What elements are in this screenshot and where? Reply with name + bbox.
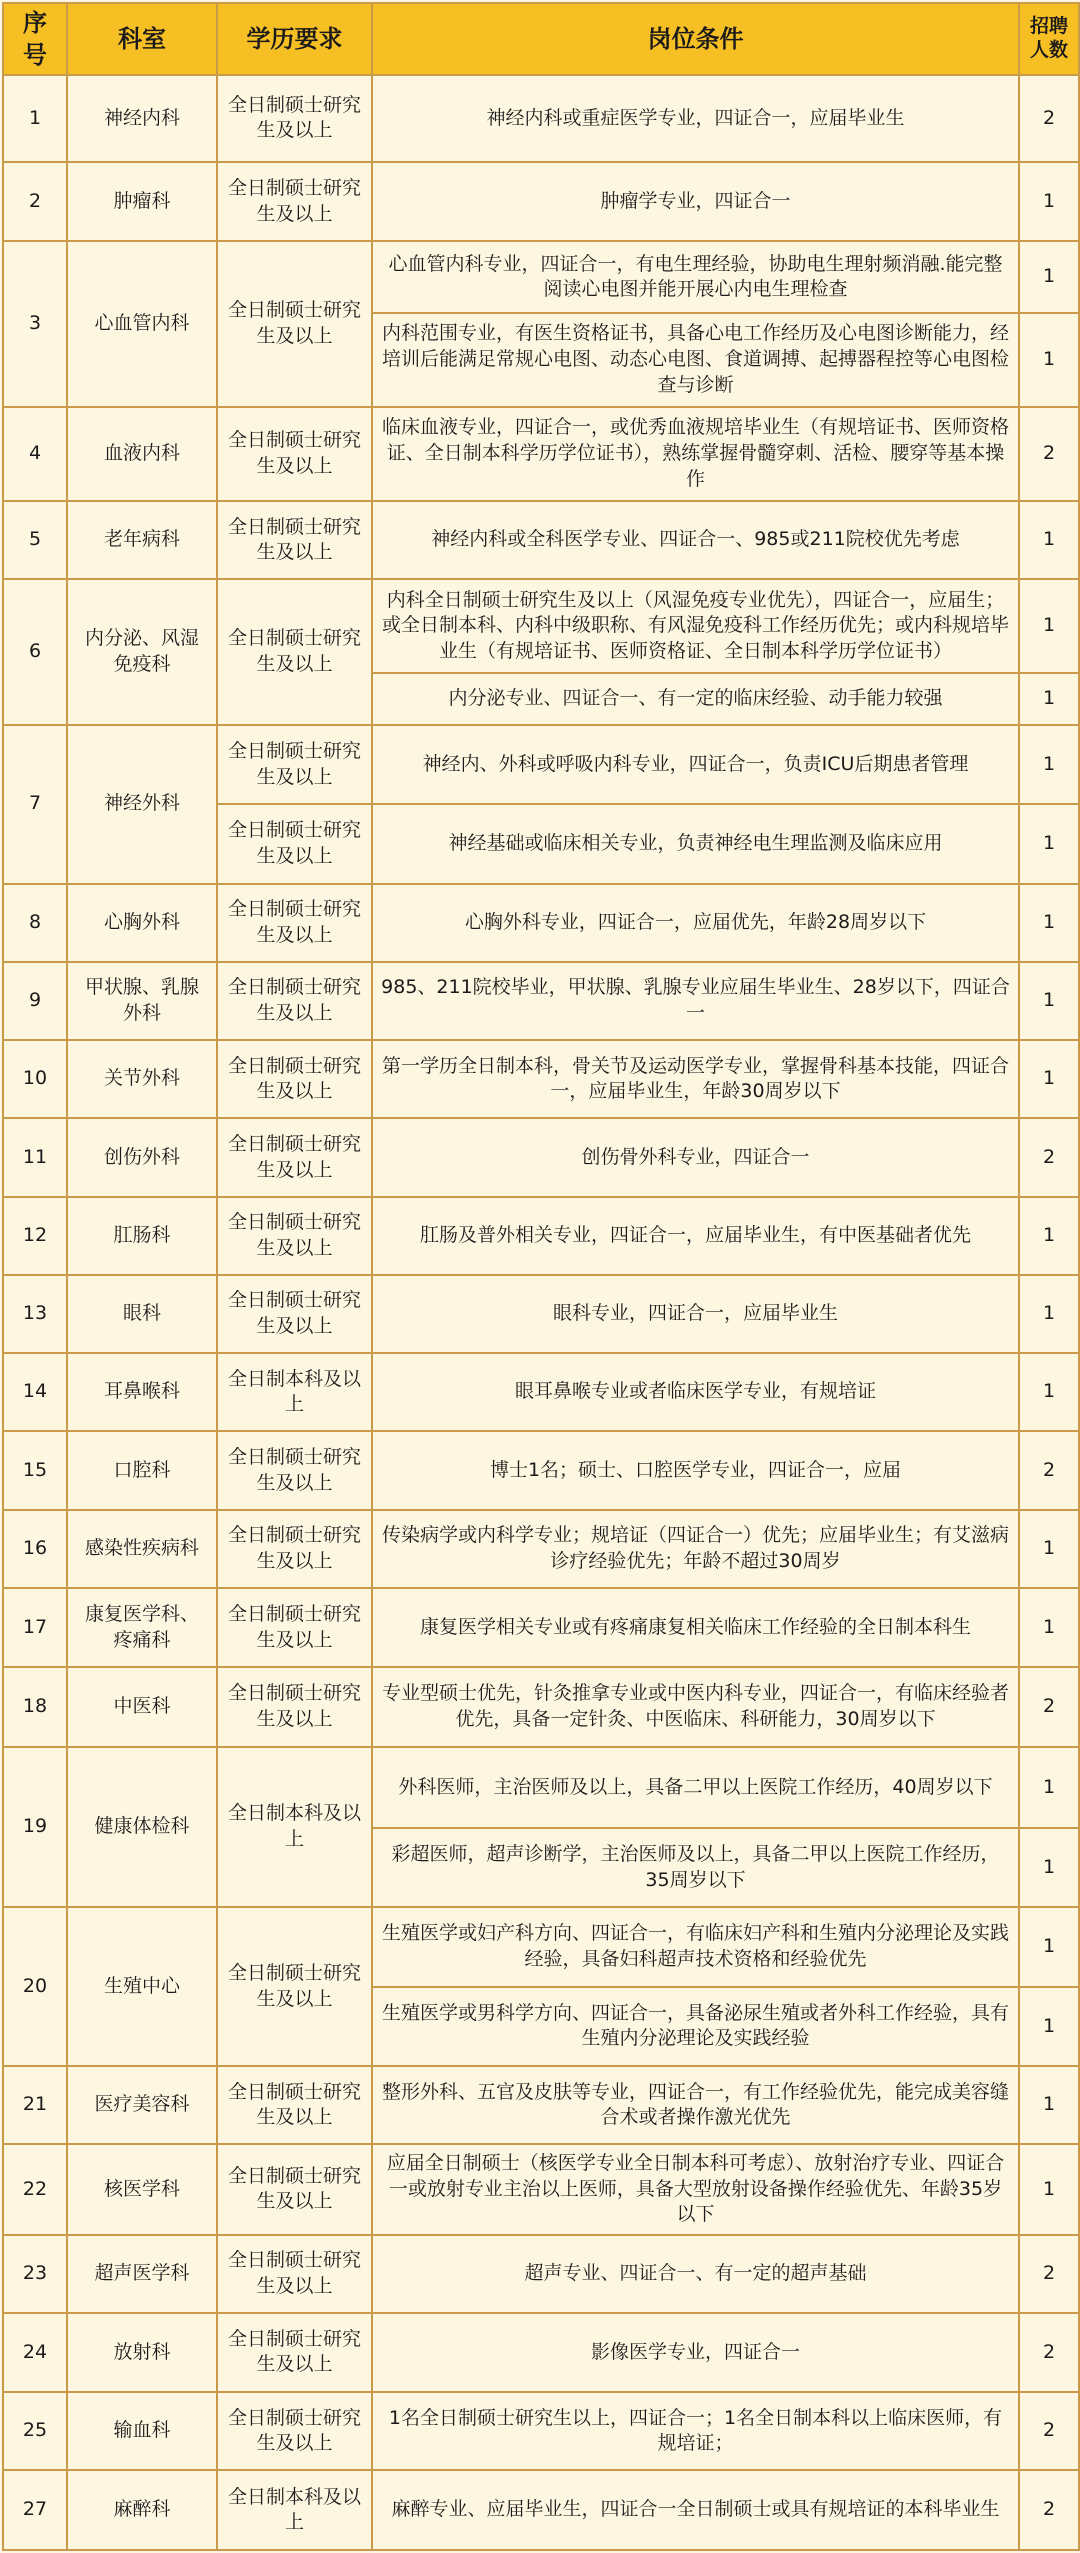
position-conditions: 眼耳鼻喉专业或者临床医学专业，有规培证 [372,1353,1019,1431]
education-requirement: 全日制硕士研究生及以上 [217,1667,372,1746]
position-conditions: 应届全日制硕士（核医学专业全日制本科可考虑）、放射治疗专业、四证合一或放射专业主治以上医师，具备大型放射设备操作经验优先、年龄35岁以下 [372,2144,1019,2234]
row-number: 8 [3,884,67,962]
hiring-count: 1 [1019,884,1079,962]
row-number: 14 [3,1353,67,1431]
hiring-count: 2 [1019,407,1079,502]
row-number: 12 [3,1197,67,1275]
department-name: 耳鼻喉科 [67,1353,217,1431]
row-number: 6 [3,579,67,725]
header-conditions: 岗位条件 [372,3,1019,75]
hiring-count: 1 [1019,1275,1079,1353]
table-row [3,75,1079,162]
education-requirement: 全日制硕士研究生及以上 [217,1510,372,1588]
row-number: 13 [3,1275,67,1353]
education-requirement: 全日制硕士研究生及以上 [217,1040,372,1118]
education-requirement: 全日制硕士研究生及以上 [217,1275,372,1353]
education-requirement: 全日制硕士研究生及以上 [217,1197,372,1275]
hiring-count: 1 [1019,162,1079,241]
table-row [3,2313,1079,2392]
row-number: 27 [3,2470,67,2550]
education-requirement: 全日制硕士研究生及以上 [217,2066,372,2144]
row-number: 22 [3,2144,67,2234]
row-number: 11 [3,1118,67,1196]
row-number: 20 [3,1907,67,2066]
position-conditions: 心胸外科专业，四证合一，应届优先，年龄28周岁以下 [372,884,1019,962]
education-requirement: 全日制本科及以上 [217,1353,372,1431]
table-row [3,1588,1079,1667]
table-row [3,725,1079,804]
position-conditions: 神经内科或全科医学专业、四证合一、985或211院校优先考虑 [372,501,1019,579]
position-conditions: 外科医师，主治医师及以上，具备二甲以上医院工作经历，40周岁以下 [372,1747,1019,1829]
education-requirement: 全日制本科及以上 [217,1747,372,1908]
hiring-count: 2 [1019,1118,1079,1196]
department-name: 肿瘤科 [67,162,217,241]
row-number: 9 [3,962,67,1040]
position-conditions: 心血管内科专业，四证合一，有电生理经验，协助电生理射频消融.能完整阅读心电图并能开展心内电生理检查 [372,241,1019,313]
department-name: 甲状腺、乳腺外科 [67,962,217,1040]
department-name: 康复医学科、疼痛科 [67,1588,217,1667]
hiring-count: 1 [1019,1353,1079,1431]
position-conditions: 神经内科或重症医学专业，四证合一，应届毕业生 [372,75,1019,162]
hiring-count: 1 [1019,804,1079,883]
table-row [3,407,1079,502]
hiring-count: 1 [1019,1040,1079,1118]
department-name: 老年病科 [67,501,217,579]
table-row [3,1275,1079,1353]
hiring-count: 1 [1019,2066,1079,2144]
table-row [3,1040,1079,1118]
education-requirement: 全日制硕士研究生及以上 [217,1118,372,1196]
education-requirement: 全日制硕士研究生及以上 [217,407,372,502]
row-number: 1 [3,75,67,162]
position-conditions: 超声专业、四证合一、有一定的超声基础 [372,2235,1019,2313]
education-requirement: 全日制硕士研究生及以上 [217,962,372,1040]
education-requirement: 全日制硕士研究生及以上 [217,1588,372,1667]
position-conditions: 彩超医师，超声诊断学，主治医师及以上，具备二甲以上医院工作经历，35周岁以下 [372,1828,1019,1907]
row-number: 18 [3,1667,67,1746]
department-name: 医疗美容科 [67,2066,217,2144]
hiring-count: 2 [1019,75,1079,162]
education-requirement: 全日制硕士研究生及以上 [217,804,372,883]
hiring-count: 1 [1019,2144,1079,2234]
department-name: 创伤外科 [67,1118,217,1196]
table-row [3,579,1079,672]
department-name: 核医学科 [67,2144,217,2234]
header-count: 招聘人数 [1019,3,1079,75]
position-conditions: 第一学历全日制本科，骨关节及运动医学专业，掌握骨科基本技能，四证合一，应届毕业生，年龄30周岁以下 [372,1040,1019,1118]
position-conditions: 影像医学专业，四证合一 [372,2313,1019,2392]
department-name: 麻醉科 [67,2470,217,2550]
department-name: 眼科 [67,1275,217,1353]
position-conditions: 内科范围专业，有医生资格证书，具备心电工作经历及心电图诊断能力，经培训后能满足常规心电图、动态心电图、食道调搏、起搏器程控等心电图检查与诊断 [372,313,1019,406]
hiring-count: 1 [1019,1197,1079,1275]
hiring-count: 2 [1019,2470,1079,2550]
department-name: 关节外科 [67,1040,217,1118]
table-row [3,2066,1079,2144]
table-row [3,884,1079,962]
position-conditions: 临床血液专业，四证合一，或优秀血液规培毕业生（有规培证书、医师资格证、全日制本科学历学位证书），熟练掌握骨髓穿刺、活检、腰穿等基本操作 [372,407,1019,502]
header-education: 学历要求 [217,3,372,75]
hiring-count: 1 [1019,1828,1079,1907]
department-name: 感染性疾病科 [67,1510,217,1588]
department-name: 神经外科 [67,725,217,884]
table-row [3,1510,1079,1588]
department-name: 心血管内科 [67,241,217,406]
table-row [3,2392,1079,2470]
table-row [3,1431,1079,1509]
position-conditions: 神经基础或临床相关专业，负责神经电生理监测及临床应用 [372,804,1019,883]
table-row [3,501,1079,579]
education-requirement: 全日制硕士研究生及以上 [217,501,372,579]
position-conditions: 内科全日制硕士研究生及以上（风湿免疫专业优先），四证合一，应届生；或全日制本科、内科中级职称、有风湿免疫科工作经历优先；或内科规培毕业生（有规培证书、医师资格证、全日制本科学历学位证书） [372,579,1019,672]
department-name: 内分泌、风湿免疫科 [67,579,217,725]
row-number: 17 [3,1588,67,1667]
table-row [3,962,1079,1040]
education-requirement: 全日制本科及以上 [217,2470,372,2550]
table-row [3,1667,1079,1746]
row-number: 16 [3,1510,67,1588]
row-number: 15 [3,1431,67,1509]
education-requirement: 全日制硕士研究生及以上 [217,725,372,804]
table-row [3,2470,1079,2550]
table-body [3,75,1079,2550]
row-number: 4 [3,407,67,502]
row-number: 5 [3,501,67,579]
department-name: 口腔科 [67,1431,217,1509]
position-conditions: 神经内、外科或呼吸内科专业，四证合一，负责ICU后期患者管理 [372,725,1019,804]
table-row [3,1747,1079,1829]
table-row [3,1907,1079,1986]
education-requirement: 全日制硕士研究生及以上 [217,2313,372,2392]
education-requirement: 全日制硕士研究生及以上 [217,1907,372,2066]
hiring-count: 1 [1019,962,1079,1040]
education-requirement: 全日制硕士研究生及以上 [217,75,372,162]
row-number: 21 [3,2066,67,2144]
table-row [3,2144,1079,2234]
education-requirement: 全日制硕士研究生及以上 [217,579,372,725]
row-number: 24 [3,2313,67,2392]
department-name: 中医科 [67,1667,217,1746]
header-row [3,3,1079,75]
position-conditions: 肛肠及普外相关专业，四证合一，应届毕业生，有中医基础者优先 [372,1197,1019,1275]
education-requirement: 全日制硕士研究生及以上 [217,2144,372,2234]
position-conditions: 传染病学或内科学专业；规培证（四证合一）优先；应届毕业生；有艾滋病诊疗经验优先；年龄不超过30周岁 [372,1510,1019,1588]
hiring-count: 1 [1019,1907,1079,1986]
department-name: 心胸外科 [67,884,217,962]
position-conditions: 创伤骨外科专业，四证合一 [372,1118,1019,1196]
position-conditions: 眼科专业，四证合一，应届毕业生 [372,1275,1019,1353]
row-number: 7 [3,725,67,884]
department-name: 生殖中心 [67,1907,217,2066]
table-row [3,2235,1079,2313]
row-number: 10 [3,1040,67,1118]
hiring-count: 2 [1019,2235,1079,2313]
position-conditions: 生殖医学或男科学方向、四证合一，具备泌尿生殖或者外科工作经验，具有生殖内分泌理论及实践经验 [372,1987,1019,2066]
table-row [3,1118,1079,1196]
department-name: 血液内科 [67,407,217,502]
row-number: 2 [3,162,67,241]
hiring-count: 1 [1019,241,1079,313]
education-requirement: 全日制硕士研究生及以上 [217,1431,372,1509]
position-conditions: 康复医学相关专业或有疼痛康复相关临床工作经验的全日制本科生 [372,1588,1019,1667]
hiring-count: 1 [1019,673,1079,725]
position-conditions: 1名全日制硕士研究生以上，四证合一；1名全日制本科以上临床医师，有规培证； [372,2392,1019,2470]
position-conditions: 肿瘤学专业，四证合一 [372,162,1019,241]
education-requirement: 全日制硕士研究生及以上 [217,241,372,406]
hiring-count: 2 [1019,2392,1079,2470]
hiring-count: 1 [1019,1588,1079,1667]
hiring-count: 1 [1019,501,1079,579]
hiring-count: 1 [1019,725,1079,804]
department-name: 放射科 [67,2313,217,2392]
education-requirement: 全日制硕士研究生及以上 [217,2235,372,2313]
position-conditions: 整形外科、五官及皮肤等专业，四证合一，有工作经验优先，能完成美容缝合术或者操作激光优先 [372,2066,1019,2144]
hiring-count: 2 [1019,1431,1079,1509]
hiring-count: 2 [1019,2313,1079,2392]
hiring-count: 1 [1019,1747,1079,1829]
education-requirement: 全日制硕士研究生及以上 [217,162,372,241]
hiring-count: 1 [1019,1510,1079,1588]
position-conditions: 专业型硕士优先，针灸推拿专业或中医内科专业，四证合一，有临床经验者优先，具备一定针灸、中医临床、科研能力，30周岁以下 [372,1667,1019,1746]
row-number: 3 [3,241,67,406]
table-row [3,1197,1079,1275]
position-conditions: 博士1名；硕士、口腔医学专业，四证合一，应届 [372,1431,1019,1509]
department-name: 肛肠科 [67,1197,217,1275]
position-conditions: 985、211院校毕业，甲状腺、乳腺专业应届生毕业生、28岁以下，四证合一 [372,962,1019,1040]
hiring-count: 1 [1019,579,1079,672]
department-name: 神经内科 [67,75,217,162]
table-row [3,162,1079,241]
header-no: 序号 [3,3,67,75]
hiring-count: 1 [1019,313,1079,406]
row-number: 25 [3,2392,67,2470]
position-conditions: 麻醉专业、应届毕业生，四证合一全日制硕士或具有规培证的本科毕业生 [372,2470,1019,2550]
education-requirement: 全日制硕士研究生及以上 [217,2392,372,2470]
position-conditions: 生殖医学或妇产科方向、四证合一，有临床妇产科和生殖内分泌理论及实践经验，具备妇科超声技术资格和经验优先 [372,1907,1019,1986]
row-number: 19 [3,1747,67,1908]
education-requirement: 全日制硕士研究生及以上 [217,884,372,962]
table-row [3,241,1079,313]
department-name: 超声医学科 [67,2235,217,2313]
header-department: 科室 [67,3,217,75]
recruitment-table [2,2,1080,2551]
position-conditions: 内分泌专业、四证合一、有一定的临床经验、动手能力较强 [372,673,1019,725]
row-number: 23 [3,2235,67,2313]
hiring-count: 2 [1019,1667,1079,1746]
table-row [3,1353,1079,1431]
hiring-count: 1 [1019,1987,1079,2066]
department-name: 输血科 [67,2392,217,2470]
department-name: 健康体检科 [67,1747,217,1908]
